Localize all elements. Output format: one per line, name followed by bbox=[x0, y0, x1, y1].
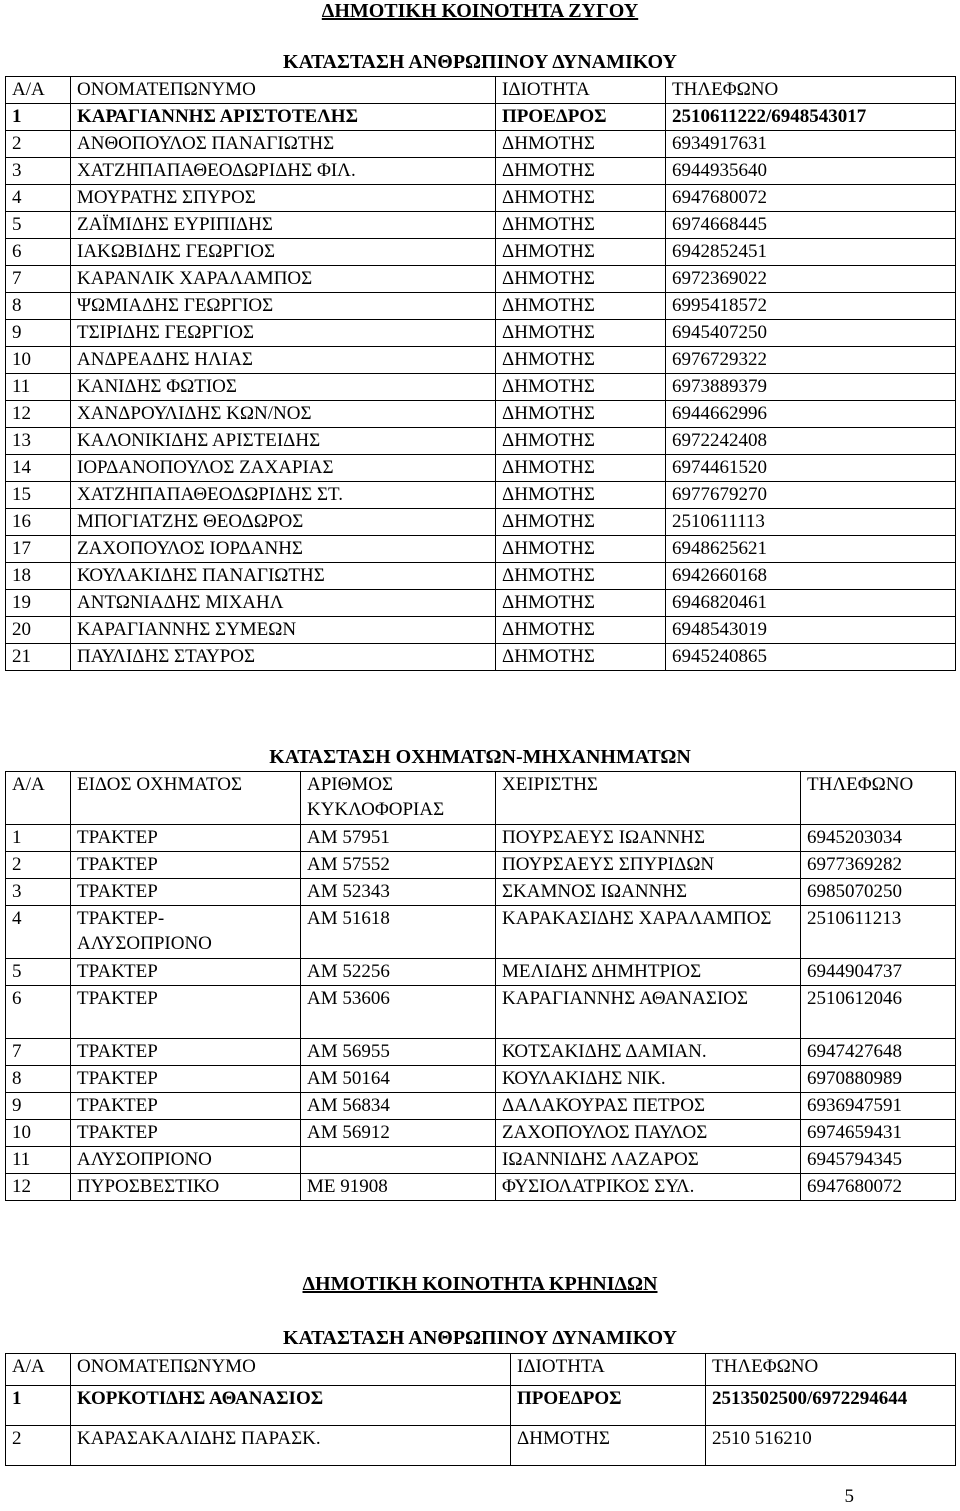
table-cell: 6 bbox=[6, 239, 71, 266]
table-cell: ΔΗΜΟΤΗΣ bbox=[496, 293, 666, 320]
table-row bbox=[6, 158, 956, 185]
table-cell: 2 bbox=[6, 131, 71, 158]
table-cell: 6985070250 bbox=[801, 879, 956, 906]
table-cell: ΚΟΥΛΑΚΙΔΗΣ ΝΙΚ. bbox=[496, 1066, 801, 1093]
table-cell: ΤΡΑΚΤΕΡ bbox=[71, 879, 301, 906]
table-cell: ΔΗΜΟΤΗΣ bbox=[496, 320, 666, 347]
table-cell: ΑΜ 52343 bbox=[301, 879, 496, 906]
table-row bbox=[6, 1039, 956, 1066]
header-cell: ΙΔΙΟΤΗΤΑ bbox=[496, 77, 666, 104]
table-cell: ΚΑΡΑΣΑΚΑΛΙΔΗΣ ΠΑΡΑΣΚ. bbox=[71, 1426, 511, 1466]
header-cell: Α/Α bbox=[6, 77, 71, 104]
table-cell: ΑΜ 56912 bbox=[301, 1120, 496, 1147]
table-cell: 6973889379 bbox=[666, 374, 956, 401]
table-cell: 2513502500/6972294644 bbox=[706, 1386, 956, 1426]
table-row bbox=[6, 509, 956, 536]
table-cell: ΤΡΑΚΤΕΡ bbox=[71, 1066, 301, 1093]
table-row bbox=[6, 239, 956, 266]
table-cell: 6974659431 bbox=[801, 1120, 956, 1147]
table-cell: ΔΗΜΟΤΗΣ bbox=[496, 482, 666, 509]
table-cell: 6974461520 bbox=[666, 455, 956, 482]
table-row bbox=[6, 455, 956, 482]
staff2-table bbox=[5, 1353, 956, 1466]
table-cell: 15 bbox=[6, 482, 71, 509]
table-row bbox=[6, 266, 956, 293]
vehicles-subtitle: ΚΑΤΑΣΤΑΣΗ ΟΧΗΜΑΤΩΝ-ΜΗΧΑΝΗΜΑΤΩΝ bbox=[269, 746, 691, 768]
table-cell: ΙΑΚΩΒΙΔΗΣ ΓΕΩΡΓΙΟΣ bbox=[71, 239, 496, 266]
table-cell: ΚΟΥΛΑΚΙΔΗΣ ΠΑΝΑΓΙΩΤΗΣ bbox=[71, 563, 496, 590]
table-cell: ΑΜ 57951 bbox=[301, 825, 496, 852]
table-row bbox=[6, 131, 956, 158]
table-cell: ΑΜ 56955 bbox=[301, 1039, 496, 1066]
table-cell: 6944935640 bbox=[666, 158, 956, 185]
table-cell: ΚΟΡΚΟΤΙΔΗΣ ΑΘΑΝΑΣΙΟΣ bbox=[71, 1386, 511, 1426]
table-cell: ΚΑΡΑΓΙΑΝΝΗΣ ΣΥΜΕΩΝ bbox=[71, 617, 496, 644]
table-cell: ΤΣΙΡΙΔΗΣ ΓΕΩΡΓΙΟΣ bbox=[71, 320, 496, 347]
table-row bbox=[6, 536, 956, 563]
table-cell: ΔΗΜΟΤΗΣ bbox=[496, 374, 666, 401]
table-row bbox=[6, 401, 956, 428]
table-cell: 6944904737 bbox=[801, 959, 956, 986]
header-row bbox=[6, 77, 956, 104]
table-cell: ΖΑΧΟΠΟΥΛΟΣ ΠΑΥΛΟΣ bbox=[496, 1120, 801, 1147]
table-cell: 6944662996 bbox=[666, 401, 956, 428]
table-row bbox=[6, 1426, 956, 1466]
table-cell: 6977679270 bbox=[666, 482, 956, 509]
staff-subtitle: ΚΑΤΑΣΤΑΣΗ ΑΝΘΡΩΠΙΝΟΥ ΔΥΝΑΜΙΚΟΥ bbox=[283, 51, 677, 73]
table-row bbox=[6, 320, 956, 347]
table-cell: ΠΡΟΕΔΡΟΣ bbox=[511, 1386, 706, 1426]
table-cell: ΧΑΤΖΗΠΑΠΑΘΕΟΔΩΡΙΔΗΣ ΣΤ. bbox=[71, 482, 496, 509]
table-cell: ΚΑΡΑΓΙΑΝΝΗΣ ΑΘΑΝΑΣΙΟΣ bbox=[496, 986, 801, 1039]
table-cell: 6947427648 bbox=[801, 1039, 956, 1066]
table-row bbox=[6, 590, 956, 617]
table-cell: 21 bbox=[6, 644, 71, 671]
table-cell: ΑΛΥΣΟΠΡΙΟΝΟ bbox=[71, 1147, 301, 1174]
table-cell: 5 bbox=[6, 212, 71, 239]
table-cell: 1 bbox=[6, 825, 71, 852]
table-cell: ΜΕΛΙΔΗΣ ΔΗΜΗΤΡΙΟΣ bbox=[496, 959, 801, 986]
table-cell: ΑΝΤΩΝΙΑΔΗΣ ΜΙΧΑΗΛ bbox=[71, 590, 496, 617]
table-cell: 6942660168 bbox=[666, 563, 956, 590]
table-cell: ΤΡΑΚΤΕΡ bbox=[71, 959, 301, 986]
table-row bbox=[6, 986, 956, 1039]
table-cell: 13 bbox=[6, 428, 71, 455]
header-cell: ΟΝΟΜΑΤΕΠΩΝΥΜΟ bbox=[71, 77, 496, 104]
table-cell: 8 bbox=[6, 1066, 71, 1093]
page-number: 5 bbox=[844, 1486, 854, 1507]
table-cell: ΔΗΜΟΤΗΣ bbox=[511, 1426, 706, 1466]
table-cell: 6977369282 bbox=[801, 852, 956, 879]
table-cell: ΔΗΜΟΤΗΣ bbox=[496, 266, 666, 293]
table-cell: 12 bbox=[6, 1174, 71, 1201]
header-cell: ΟΝΟΜΑΤΕΠΩΝΥΜΟ bbox=[71, 1354, 511, 1386]
table-row bbox=[6, 825, 956, 852]
table-cell: ΑΜ 51618 bbox=[301, 906, 496, 959]
table-cell: 2510 516210 bbox=[706, 1426, 956, 1466]
table-cell: ΤΡΑΚΤΕΡ bbox=[71, 1120, 301, 1147]
table-cell: ΑΜ 56834 bbox=[301, 1093, 496, 1120]
table-row bbox=[6, 1386, 956, 1426]
table-cell: 6948543019 bbox=[666, 617, 956, 644]
header-row bbox=[6, 772, 956, 825]
table-cell: 6947680072 bbox=[801, 1174, 956, 1201]
header-cell: ΙΔΙΟΤΗΤΑ bbox=[511, 1354, 706, 1386]
table-cell: 2510611213 bbox=[801, 906, 956, 959]
table-cell: ΔΗΜΟΤΗΣ bbox=[496, 509, 666, 536]
table-cell: ΤΡΑΚΤΕΡ bbox=[71, 825, 301, 852]
table-cell: ΤΡΑΚΤΕΡ bbox=[71, 852, 301, 879]
table-cell: ΠΟΥΡΣΑΕΥΣ ΣΠΥΡΙΔΩΝ bbox=[496, 852, 801, 879]
table-cell: ΜΟΥΡΑΤΗΣ ΣΠΥΡΟΣ bbox=[71, 185, 496, 212]
table-cell: 6974668445 bbox=[666, 212, 956, 239]
table-cell: 11 bbox=[6, 1147, 71, 1174]
table-cell: ΔΗΜΟΤΗΣ bbox=[496, 563, 666, 590]
table-cell: 6948625621 bbox=[666, 536, 956, 563]
table-cell: 19 bbox=[6, 590, 71, 617]
table-cell: ΔΗΜΟΤΗΣ bbox=[496, 212, 666, 239]
table-cell: ΔΗΜΟΤΗΣ bbox=[496, 428, 666, 455]
table-cell: ΔΗΜΟΤΗΣ bbox=[496, 401, 666, 428]
table-cell: ΔΗΜΟΤΗΣ bbox=[496, 590, 666, 617]
vehicles-table bbox=[5, 771, 956, 1201]
table-cell: 6934917631 bbox=[666, 131, 956, 158]
table-row bbox=[6, 185, 956, 212]
table-cell: ΚΑΡΑΝΛΙΚ ΧΑΡΑΛΑΜΠΟΣ bbox=[71, 266, 496, 293]
table-cell: 6942852451 bbox=[666, 239, 956, 266]
table-cell: ΔΗΜΟΤΗΣ bbox=[496, 347, 666, 374]
table-cell: ΤΡΑΚΤΕΡ bbox=[71, 986, 301, 1039]
header-cell: ΤΗΛΕΦΩΝΟ bbox=[801, 772, 956, 825]
table-cell: 6972369022 bbox=[666, 266, 956, 293]
table-cell: 5 bbox=[6, 959, 71, 986]
table-cell: ΧΑΝΔΡΟΥΛΙΔΗΣ ΚΩΝ/ΝΟΣ bbox=[71, 401, 496, 428]
table-row bbox=[6, 852, 956, 879]
table-cell: ΑΝΘΟΠΟΥΛΟΣ ΠΑΝΑΓΙΩΤΗΣ bbox=[71, 131, 496, 158]
header-cell: ΑΡΙΘΜΟΣ ΚΥΚΛΟΦΟΡΙΑΣ bbox=[301, 772, 496, 825]
header-cell: Α/Α bbox=[6, 772, 71, 825]
table-cell: 1 bbox=[6, 104, 71, 131]
table-cell: 7 bbox=[6, 1039, 71, 1066]
table-row bbox=[6, 1066, 956, 1093]
table-cell: ΠΡΟΕΔΡΟΣ bbox=[496, 104, 666, 131]
header-cell: ΧΕΙΡΙΣΤΗΣ bbox=[496, 772, 801, 825]
table-cell: 6976729322 bbox=[666, 347, 956, 374]
table-cell: 20 bbox=[6, 617, 71, 644]
table-cell: ΑΜ 52256 bbox=[301, 959, 496, 986]
table-cell: 6946820461 bbox=[666, 590, 956, 617]
table-row bbox=[6, 374, 956, 401]
table-cell: 6972242408 bbox=[666, 428, 956, 455]
table-cell: 6947680072 bbox=[666, 185, 956, 212]
table-row bbox=[6, 644, 956, 671]
table-cell: ΚΑΡΑΓΙΑΝΝΗΣ ΑΡΙΣΤΟΤΕΛΗΣ bbox=[71, 104, 496, 131]
table-row bbox=[6, 1120, 956, 1147]
table-row bbox=[6, 959, 956, 986]
table-cell: ΔΗΜΟΤΗΣ bbox=[496, 644, 666, 671]
table-cell: 1 bbox=[6, 1386, 71, 1426]
table-cell: 18 bbox=[6, 563, 71, 590]
table-cell: 6970880989 bbox=[801, 1066, 956, 1093]
table-cell: ΑΜ 50164 bbox=[301, 1066, 496, 1093]
table-cell: ΠΥΡΟΣΒΕΣΤΙΚΟ bbox=[71, 1174, 301, 1201]
table-row bbox=[6, 482, 956, 509]
table-cell: 3 bbox=[6, 879, 71, 906]
table-cell: 10 bbox=[6, 1120, 71, 1147]
table-row bbox=[6, 1147, 956, 1174]
table-row bbox=[6, 428, 956, 455]
table-cell: 2510611222/6948543017 bbox=[666, 104, 956, 131]
section2-title: ΔΗΜΟΤΙΚΗ ΚΟΙΝΟΤΗΤΑ ΚΡΗΝΙΔΩΝ bbox=[302, 1273, 658, 1295]
table-cell: 14 bbox=[6, 455, 71, 482]
header-cell: ΕΙΔΟΣ ΟΧΗΜΑΤΟΣ bbox=[71, 772, 301, 825]
table-cell: ΔΗΜΟΤΗΣ bbox=[496, 158, 666, 185]
staff-table bbox=[5, 76, 956, 671]
table-cell: ΑΝΔΡΕΑΔΗΣ ΗΛΙΑΣ bbox=[71, 347, 496, 374]
table-row bbox=[6, 563, 956, 590]
table-cell: ΔΗΜΟΤΗΣ bbox=[496, 617, 666, 644]
table-row bbox=[6, 293, 956, 320]
table-cell: ΚΟΤΣΑΚΙΔΗΣ ΔΑΜΙΑΝ. bbox=[496, 1039, 801, 1066]
table-cell: 7 bbox=[6, 266, 71, 293]
table-cell: 6945407250 bbox=[666, 320, 956, 347]
table-cell: 9 bbox=[6, 1093, 71, 1120]
table-cell: 10 bbox=[6, 347, 71, 374]
table-cell: ΧΑΤΖΗΠΑΠΑΘΕΟΔΩΡΙΔΗΣ ΦΙΛ. bbox=[71, 158, 496, 185]
table-cell: ΑΜ 53606 bbox=[301, 986, 496, 1039]
table-row bbox=[6, 906, 956, 959]
table-cell: 2 bbox=[6, 852, 71, 879]
table-cell: ΜΠΟΓΙΑΤΖΗΣ ΘΕΟΔΩΡΟΣ bbox=[71, 509, 496, 536]
table-cell: ΜΕ 91908 bbox=[301, 1174, 496, 1201]
table-cell: ΚΑΡΑΚΑΣΙΔΗΣ ΧΑΡΑΛΑΜΠΟΣ bbox=[496, 906, 801, 959]
header-cell: ΤΗΛΕΦΩΝΟ bbox=[706, 1354, 956, 1386]
table-cell: ΔΗΜΟΤΗΣ bbox=[496, 455, 666, 482]
table-row bbox=[6, 617, 956, 644]
table-cell: 11 bbox=[6, 374, 71, 401]
table-cell: 2 bbox=[6, 1426, 71, 1466]
table-cell: 17 bbox=[6, 536, 71, 563]
header-cell: Α/Α bbox=[6, 1354, 71, 1386]
table-cell: ΙΟΡΔΑΝΟΠΟΥΛΟΣ ΖΑΧΑΡΙΑΣ bbox=[71, 455, 496, 482]
table-cell: ΦΥΣΙΟΛΑΤΡΙΚΟΣ ΣΥΛ. bbox=[496, 1174, 801, 1201]
table-cell: ΣΚΑΜΝΟΣ ΙΩΑΝΝΗΣ bbox=[496, 879, 801, 906]
table-row bbox=[6, 1093, 956, 1120]
table-cell: ΙΩΑΝΝΙΔΗΣ ΛΑΖΑΡΟΣ bbox=[496, 1147, 801, 1174]
table-cell: 3 bbox=[6, 158, 71, 185]
header-cell: ΤΗΛΕΦΩΝΟ bbox=[666, 77, 956, 104]
table-cell: ΖΑΪΜΙΔΗΣ ΕΥΡΙΠΙΔΗΣ bbox=[71, 212, 496, 239]
table-cell: 6936947591 bbox=[801, 1093, 956, 1120]
table-cell: 16 bbox=[6, 509, 71, 536]
table-cell: 9 bbox=[6, 320, 71, 347]
table-cell: ΔΗΜΟΤΗΣ bbox=[496, 536, 666, 563]
table-cell: 2510611113 bbox=[666, 509, 956, 536]
table-cell: ΠΑΥΛΙΔΗΣ ΣΤΑΥΡΟΣ bbox=[71, 644, 496, 671]
table-cell: ΨΩΜΙΑΔΗΣ ΓΕΩΡΓΙΟΣ bbox=[71, 293, 496, 320]
table-row bbox=[6, 212, 956, 239]
table-cell: 4 bbox=[6, 185, 71, 212]
table-cell: ΤΡΑΚΤΕΡ bbox=[71, 1093, 301, 1120]
staff2-subtitle: ΚΑΤΑΣΤΑΣΗ ΑΝΘΡΩΠΙΝΟΥ ΔΥΝΑΜΙΚΟΥ bbox=[283, 1327, 677, 1349]
table-row bbox=[6, 879, 956, 906]
table-cell: 4 bbox=[6, 906, 71, 959]
table-cell: 6945203034 bbox=[801, 825, 956, 852]
table-cell: 6945794345 bbox=[801, 1147, 956, 1174]
table-cell: 8 bbox=[6, 293, 71, 320]
table-row bbox=[6, 104, 956, 131]
table-cell: ΠΟΥΡΣΑΕΥΣ ΙΩΑΝΝΗΣ bbox=[496, 825, 801, 852]
table-cell: ΖΑΧΟΠΟΥΛΟΣ ΙΟΡΔΑΝΗΣ bbox=[71, 536, 496, 563]
table-cell: ΔΗΜΟΤΗΣ bbox=[496, 239, 666, 266]
table-cell: ΚΑΛΟΝΙΚΙΔΗΣ ΑΡΙΣΤΕΙΔΗΣ bbox=[71, 428, 496, 455]
table-cell: ΤΡΑΚΤΕΡ bbox=[71, 1039, 301, 1066]
table-row bbox=[6, 1174, 956, 1201]
table-row bbox=[6, 347, 956, 374]
table-cell: 6995418572 bbox=[666, 293, 956, 320]
table-cell: ΔΗΜΟΤΗΣ bbox=[496, 185, 666, 212]
header-row bbox=[6, 1354, 956, 1386]
table-cell bbox=[301, 1147, 496, 1174]
table-cell: 6945240865 bbox=[666, 644, 956, 671]
table-cell: ΑΜ 57552 bbox=[301, 852, 496, 879]
table-cell: 6 bbox=[6, 986, 71, 1039]
table-cell: 2510612046 bbox=[801, 986, 956, 1039]
section1-title: ΔΗΜΟΤΙΚΗ ΚΟΙΝΟΤΗΤΑ ΖΥΓΟΥ bbox=[321, 0, 639, 22]
table-cell: 12 bbox=[6, 401, 71, 428]
table-cell: ΔΗΜΟΤΗΣ bbox=[496, 131, 666, 158]
table-cell: ΤΡΑΚΤΕΡ-ΑΛΥΣΟΠΡΙΟΝΟ bbox=[71, 906, 301, 959]
table-cell: ΚΑΝΙΔΗΣ ΦΩΤΙΟΣ bbox=[71, 374, 496, 401]
table-cell: ΔΑΛΑΚΟΥΡΑΣ ΠΕΤΡΟΣ bbox=[496, 1093, 801, 1120]
